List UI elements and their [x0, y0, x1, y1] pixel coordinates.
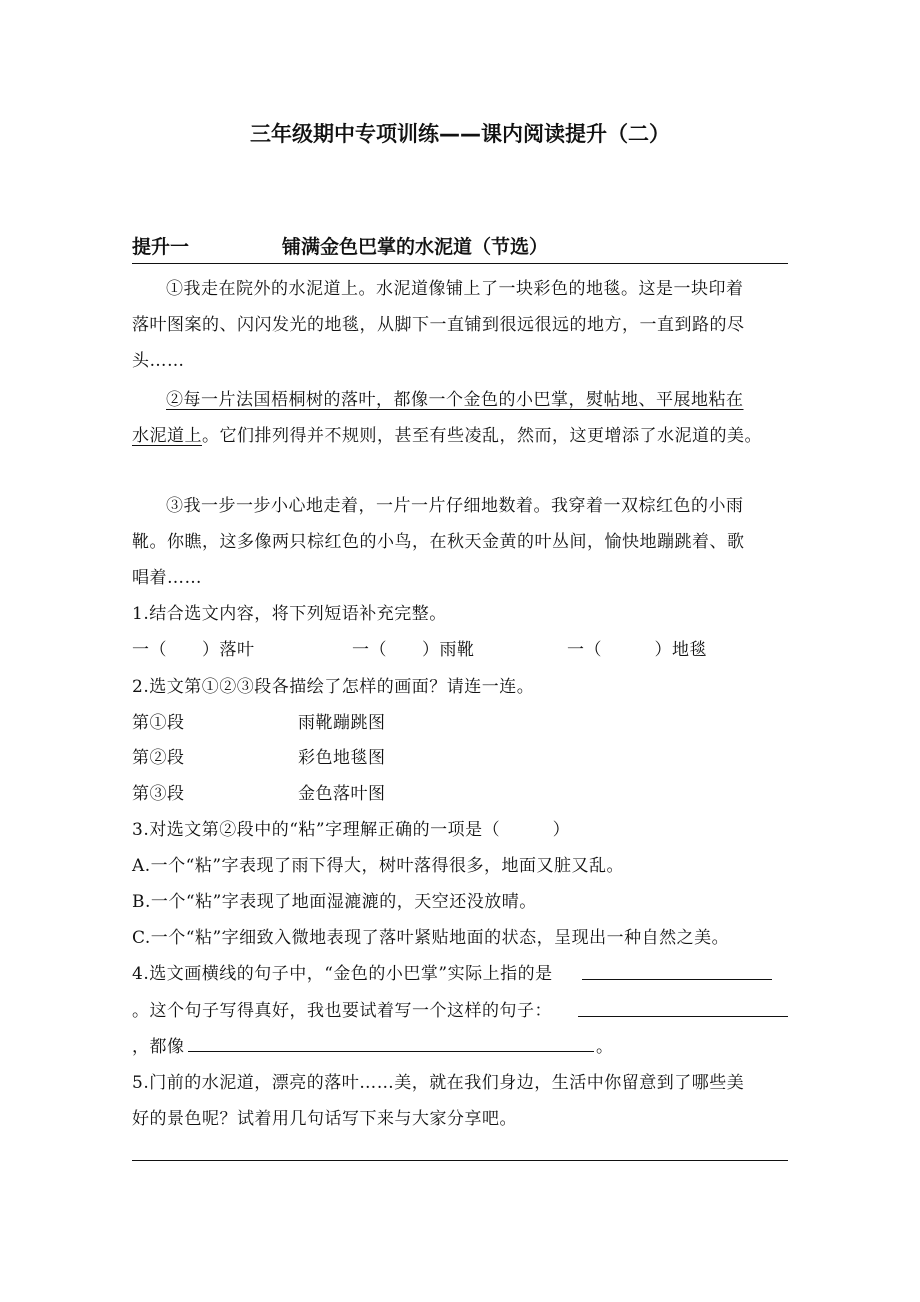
q2-prompt: 2.选文第①②③段各描绘了怎样的画面？请连一连。 — [132, 677, 535, 697]
passage-p3-line3: 唱着…… — [132, 568, 202, 588]
q4-answer-blank-2[interactable] — [578, 1016, 788, 1017]
passage-p2-underlined: 水泥道上 — [132, 426, 202, 446]
passage-p1-line2: 落叶图案的、闪闪发光的地毯，从脚下一直铺到很远很远的地方，一直到路的尽 — [132, 315, 745, 335]
q3-prompt: 3.对选文第②段中的“粘”字理解正确的一项是（ ） — [132, 820, 571, 840]
q4-line2: 。这个句子写得真好，我也要试着写一个这样的句子： — [132, 1001, 552, 1021]
q1-item-2: 一（ ）雨靴 — [352, 640, 475, 660]
q2-left-1: 第①段 — [132, 713, 185, 733]
passage-p2-rest: 。它们排列得并不规则，甚至有些凌乱，然而，这更增添了水泥道的美。 — [202, 426, 762, 446]
q4-answer-blank-1[interactable] — [582, 979, 772, 980]
passage-p1-line3: 头…… — [132, 351, 185, 371]
passage-p2-line1: ②每一片法国梧桐树的落叶，都像一个金色的小巴掌，熨帖地、平展地粘在 — [166, 390, 744, 410]
q5-answer-line[interactable] — [132, 1160, 788, 1161]
q3-option-b: B.一个“粘”字表现了地面湿漉漉的，天空还没放晴。 — [132, 892, 537, 912]
section-heading — [132, 232, 788, 264]
q1-prompt: 1.结合选文内容，将下列短语补充完整。 — [132, 604, 447, 624]
section-number: 提升一 — [132, 236, 190, 258]
q4-answer-blank-3[interactable] — [188, 1051, 594, 1052]
q2-right-3: 金色落叶图 — [298, 784, 386, 804]
passage-p3-line1: ③我一步一步小心地走着，一片一片仔细地数着。我穿着一双棕红色的小雨 — [166, 496, 744, 516]
q5-line2: 好的景色呢？试着用几句话写下来与大家分享吧。 — [132, 1109, 517, 1129]
passage-p1-line1: ①我走在院外的水泥道上。水泥道像铺上了一块彩色的地毯。这是一块印着 — [166, 279, 744, 299]
page-title: 三年级期中专项训练——课内阅读提升（二） — [250, 122, 670, 146]
q3-option-c: C.一个“粘”字细致入微地表现了落叶紧贴地面的状态，呈现出一种自然之美。 — [132, 928, 730, 948]
q4-line1: 4.选文画横线的句子中，“金色的小巴掌”实际上指的是 — [132, 964, 553, 984]
q2-left-3: 第③段 — [132, 784, 185, 804]
q2-right-1: 雨靴蹦跳图 — [298, 713, 386, 733]
passage-p2-line2 — [132, 421, 762, 446]
q4-line3-start: ，都像 — [132, 1037, 185, 1057]
passage-p3-line2: 靴。你瞧，这多像两只棕红色的小鸟，在秋天金黄的叶丛间，愉快地蹦跳着、歌 — [132, 532, 745, 552]
section-name: 铺满金色巴掌的水泥道（节选） — [282, 236, 549, 258]
q3-option-a: A.一个“粘”字表现了雨下得大，树叶落得很多，地面又脏又乱。 — [132, 856, 625, 876]
q2-left-2: 第②段 — [132, 748, 185, 768]
q2-right-2: 彩色地毯图 — [298, 748, 386, 768]
q1-item-1: 一（ ）落叶 — [132, 640, 255, 660]
q5-line1: 5.门前的水泥道，漂亮的落叶……美，就在我们身边，生活中你留意到了哪些美 — [132, 1073, 745, 1093]
q1-item-3: 一（ ）地毯 — [567, 640, 707, 660]
q4-line3-end: 。 — [596, 1037, 614, 1057]
